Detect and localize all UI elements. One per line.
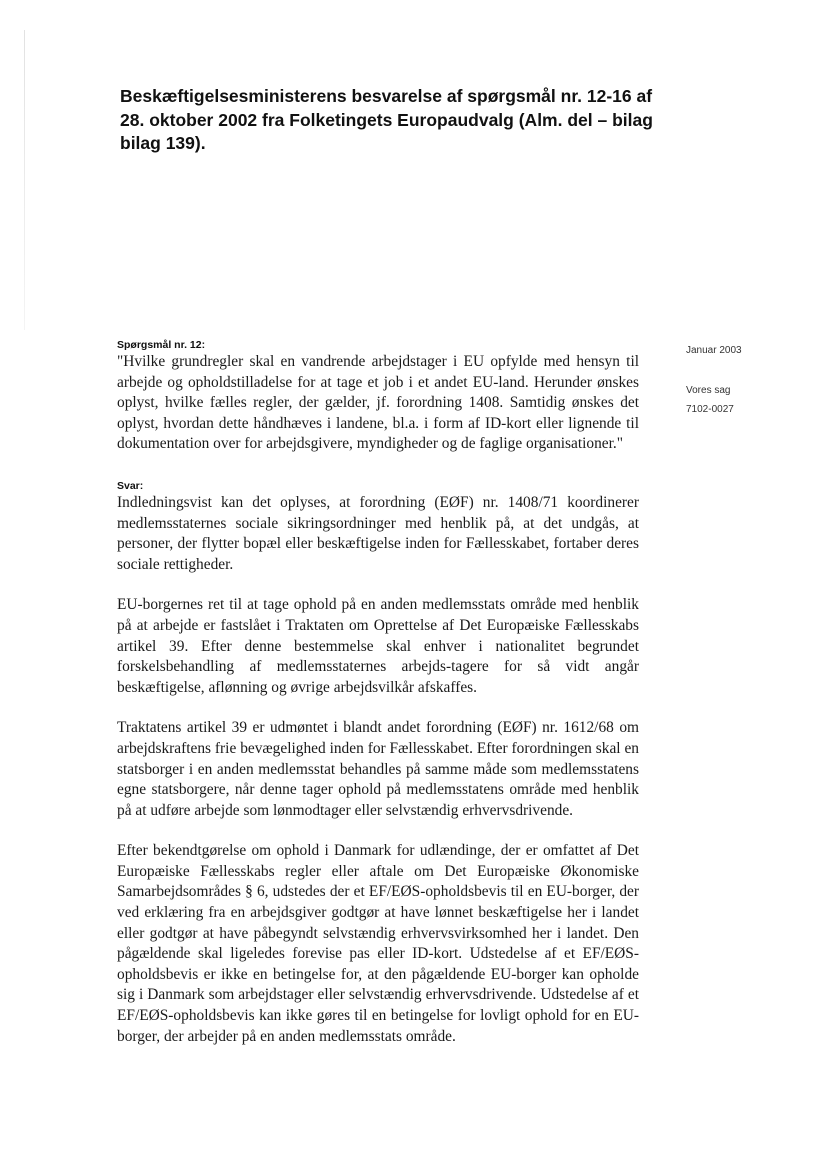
document-body [117,338,639,1067]
case-ref-number: 7102-0027 [686,404,734,415]
question-text: "Hvilke grundregler skal en vandrende arbejdstager i EU opfylde med hensyn til arbejde og opholdstilladelse for at tage et job i et andet EU-land. Herunder ønskes oplyst, hvilke fælles regler, der gælder, jf. forordning 1408. Samtidig ønskes det oplyst, hvordan dette håndhæves i landene, bl.a. i form af ID-kort eller lignende til dokumentation over for arbejdsgivere, myndigheder og de faglige organisationer." [117,353,639,453]
answer-paragraph: EU-borgernes ret til at tage ophold på en anden medlemsstats område med henblik på at arbejde er fastslået i Traktaten om Oprettelse af Det Europæiske Fællesskabs artikel 39. Efter denne bestemmelse skal enhver i nationalitet begrundet forskelsbehandling af medlemsstaternes arbejds-tagere for så vidt angår beskæftigelse, aflønning og øvrige arbejdsvilkår afskaffes. [117,596,639,696]
answer-heading: Svar: [117,479,144,492]
answer-paragraph: Traktatens artikel 39 er udmøntet i blandt andet forordning (EØF) nr. 1612/68 om arbejdskraftens frie bevægelighed inden for Fællesskabet. Efter forordningen skal en statsborger i en anden medlemsstat behandles på samme måde som medlemsstatens egne statsborgere, når denne tager ophold på medlemsstatens område med henblik på at udføre arbejde som lønmodtager eller selvstændig erhvervsdrivende. [117,719,639,819]
case-ref-label: Vores sag [686,385,731,396]
document-title: Beskæftigelsesministerens besvarelse af spørgsmål nr. 12-16 af 28. oktober 2002 fra Folketingets Europaudvalg (Alm. del – bilag bilag 139). [120,86,653,153]
document-date: Januar 2003 [686,345,742,356]
answer-paragraph: Indledningsvist kan det oplyses, at forordning (EØF) nr. 1408/71 koordinerer medlemsstaternes sociale sikringsordninger med henblik på, at det undgås, at personer, der flytter bopæl eller beskæftigelse inden for Fællesskabet, fortaber deres sociale rettigheder. [117,493,639,573]
answer-paragraph: Efter bekendtgørelse om ophold i Danmark for udlændinge, der er omfattet af Det Europæiske Fællesskabs regler eller aftale om Det Europæiske Økonomiske Samarbejdsområdes § 6, udstedes der et EF/EØS-opholdsbevis til en EU-borger, der ved erklæring fra en arbejdsgiver godtgør at have lønnet beskæftigelse her i landet eller godtgør at have påbegyndt selvstændig erhvervsvirksomhed her i landet. Den pågældende skal ligeledes forevise pas eller ID-kort. Udstedelse af et EF/EØS-opholdsbevis er ikke en betingelse for, at den pågældende EU-borger kan opholde sig i Danmark som arbejdstager eller selvstændig erhvervsdrivende. Udstedelse af et EF/EØS-opholdsbevis kan ikke gøres til en betingelse for lovligt ophold for en EU-borger, der arbejder på en anden medlemsstats område. [117,842,639,1045]
question-heading: Spørgsmål nr. 12: [117,339,206,351]
scan-margin-line [24,30,25,330]
